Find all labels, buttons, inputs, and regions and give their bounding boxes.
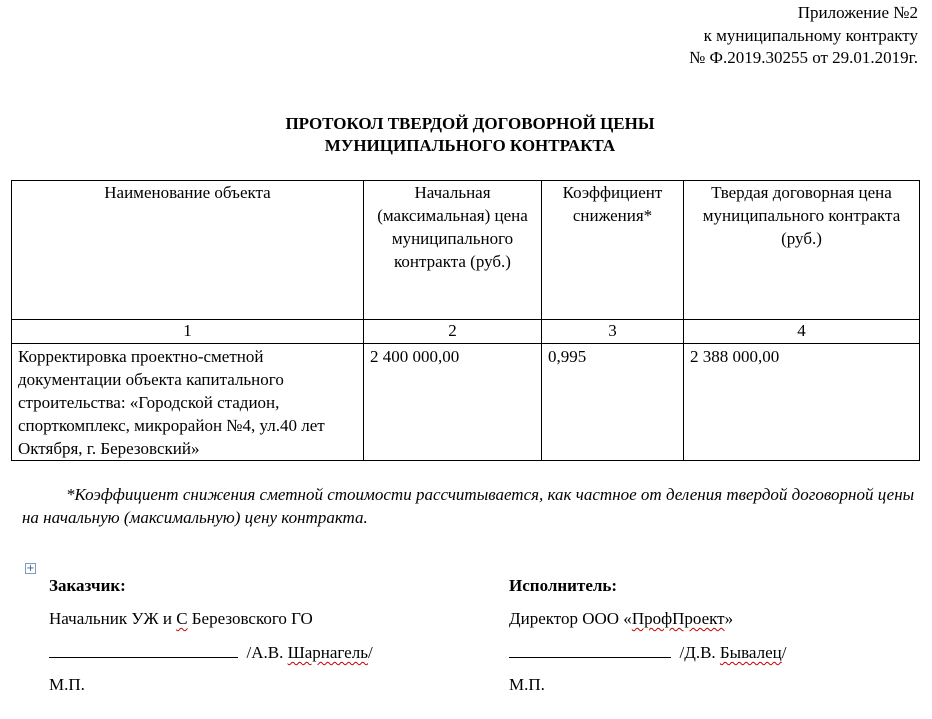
contractor-stamp: М.П.	[509, 675, 545, 694]
coefficient-note-text: *Коэффициент снижения сметной стоимости рассчитывается, как частное от деления твердой договорной цены на начальную (максимальную) цену контракта.	[22, 485, 915, 527]
header-fixed-price	[684, 181, 920, 320]
contractor-signature-block	[509, 575, 786, 696]
customer-signer-suffix: /	[367, 643, 373, 662]
document-title	[0, 113, 932, 157]
column-number-2: 2	[364, 320, 542, 344]
customer-position-prefix: Начальник УЖ и	[49, 609, 177, 628]
customer-stamp: М.П.	[49, 675, 85, 694]
price-table	[11, 180, 920, 461]
appendix-number: Приложение №2	[797, 3, 918, 22]
header-fixed-price-text: Твердая договорная цена муниципального контракта (руб.)	[702, 183, 901, 248]
contractor-signer-prefix: /Д.В.	[679, 643, 720, 662]
contractor-signer-name: Бывалец	[719, 643, 782, 662]
contractor-signer-suffix: /	[781, 643, 787, 662]
customer-position-spell: С	[176, 609, 188, 628]
customer-signature-blank	[49, 641, 238, 658]
contractor-position-prefix: Директор ООО «	[509, 609, 632, 628]
contractor-signature-blank	[509, 641, 671, 658]
column-number-4: 4	[684, 320, 920, 344]
customer-position-suffix: Березовского ГО	[187, 609, 313, 628]
appendix-contract-number: № Ф.2019.30255 от 29.01.2019г.	[689, 48, 918, 67]
customer-signature-block	[49, 575, 373, 696]
customer-role: Заказчик:	[49, 576, 126, 595]
header-object-name: Наименование объекта	[12, 181, 364, 320]
header-initial-price-text: Начальная (максимальная) цена муниципального контракта (руб.)	[377, 183, 528, 271]
customer-position	[49, 608, 373, 630]
header-initial-price	[364, 181, 542, 320]
appendix-header	[689, 2, 918, 70]
contractor-role: Исполнитель:	[509, 576, 618, 595]
table-column-numbers	[12, 320, 920, 344]
cell-coefficient: 0,995	[542, 344, 684, 461]
contractor-position	[509, 608, 786, 630]
table-row	[12, 344, 920, 461]
cell-fixed-price: 2 388 000,00	[684, 344, 920, 461]
contractor-position-suffix: »	[724, 609, 734, 628]
customer-signer-prefix: /А.В.	[246, 643, 288, 662]
column-number-3: 3	[542, 320, 684, 344]
cell-object: Корректировка проектно-сметной документации объекта капитального строительства: «Городской стадион, спорткомплекс, микрорайон №4, ул.40 лет Октября, г. Березовский»	[12, 344, 364, 461]
header-coefficient: Коэффициент снижения*	[542, 181, 684, 320]
appendix-contract-ref: к муниципальному контракту	[703, 25, 918, 45]
column-number-1: 1	[12, 320, 364, 344]
table-move-handle-icon[interactable]: +	[26, 563, 35, 574]
customer-signer-name: Шарнагель	[287, 643, 368, 662]
cell-initial-price: 2 400 000,00	[364, 344, 542, 461]
title-line-2: МУНИЦИПАЛЬНОГО КОНТРАКТА	[324, 136, 616, 155]
contractor-signature-line	[509, 641, 786, 663]
title-line-1: ПРОТОКОЛ ТВЕРДОЙ ДОГОВОРНОЙ ЦЕНЫ	[285, 114, 655, 133]
coefficient-note	[22, 483, 922, 529]
contractor-company-name: ПрофПроект	[631, 609, 725, 628]
table-header-row	[12, 181, 920, 320]
customer-signature-line	[49, 641, 373, 663]
